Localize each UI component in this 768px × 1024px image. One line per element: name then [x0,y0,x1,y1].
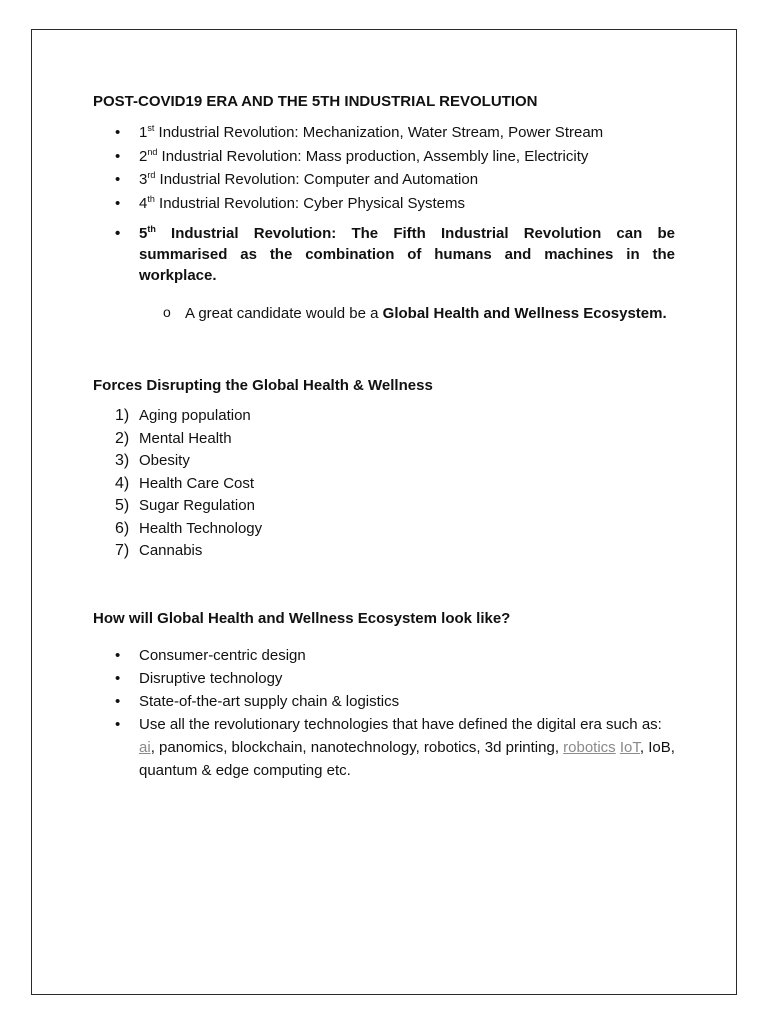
ecosystem-list [93,644,675,782]
item-label: Cannabis [139,542,203,559]
revolution-number: 5 [139,225,148,242]
ecosystem-item: • Consumer-centric design [93,644,675,667]
revolution-item-4 [93,192,675,216]
tech-text: Use all the revolutionary technologies that have defined the digital era such as: [139,715,662,733]
candidate-prefix: A great candidate would be a [185,305,383,322]
revolution-text: Industrial Revolution: Computer and Automation [155,171,479,188]
revolution-item-5 [93,223,675,286]
document-content [93,90,675,782]
forces-item [93,473,675,496]
forces-heading: Forces Disrupting the Global Health & Wellness [93,377,433,394]
fifth-revolution-list [93,223,675,286]
item-number: 7) [115,542,130,559]
revolutions-list [93,121,675,215]
revolution-number: 3 [139,171,148,188]
revolution-number: 2 [139,147,148,165]
revolution-item-2 [93,145,675,169]
ecosystem-heading: How will Global Health and Wellness Ecosystem look like? [93,609,511,627]
iot-link[interactable]: IoT [619,738,640,756]
ecosystem-item: • Disruptive technology [93,667,675,690]
ordinal-suffix: nd [147,146,158,157]
ecosystem-item: • State-of-the-art supply chain & logistics [93,690,675,713]
revolution-text: Industrial Revolution: The Fifth Industrial Revolution can be summarised as the combination of humans and machines in the workplace. [139,225,675,284]
item-number: 3) [115,452,130,469]
item-label: Sugar Regulation [139,497,255,514]
item-label: Health Technology [139,519,263,537]
item-number: 1) [115,407,130,424]
ecosystem-item-technologies [93,713,675,782]
forces-item [93,495,675,518]
item-number: 4) [115,474,130,492]
tech-text: , IoB, quantum & edge computing etc. [139,738,675,779]
item-number: 5) [115,497,130,514]
revolution-item-1 [93,121,675,145]
ordinal-suffix: st [147,123,155,133]
ordinal-suffix: rd [147,170,156,180]
forces-item [93,405,675,428]
forces-item [93,518,675,541]
revolution-number: 4 [139,194,148,212]
item-label: Obesity [139,452,190,469]
robotics-link[interactable]: robotics [563,738,616,756]
ordinal-suffix: th [147,193,155,204]
candidate-sub-item [93,303,675,324]
forces-list [93,405,675,563]
candidate-highlight: Global Health and Wellness Ecosystem. [382,305,667,322]
item-number: 6) [115,519,130,537]
revolution-number: 1 [139,124,148,141]
page-title: POST-COVID19 ERA AND THE 5TH INDUSTRIAL REVOLUTION [93,93,538,110]
revolution-text: Industrial Revolution: Cyber Physical Systems [154,194,465,212]
revolution-item-3 [93,168,675,192]
ordinal-suffix: th [147,224,156,234]
ai-link[interactable]: ai [139,738,151,756]
item-label: Aging population [139,407,251,424]
tech-text: , panomics, blockchain, nanotechnology, robotics, 3d printing, [150,738,564,756]
forces-item [93,450,675,473]
forces-item [93,428,675,451]
item-number: 2) [115,429,130,447]
document-page [31,29,737,995]
item-label: Health Care Cost [139,474,255,492]
item-label: Mental Health [139,429,232,447]
revolution-text: Industrial Revolution: Mass production, Assembly line, Electricity [157,147,589,165]
revolution-text: Industrial Revolution: Mechanization, Water Stream, Power Stream [154,124,604,141]
forces-item [93,540,675,563]
